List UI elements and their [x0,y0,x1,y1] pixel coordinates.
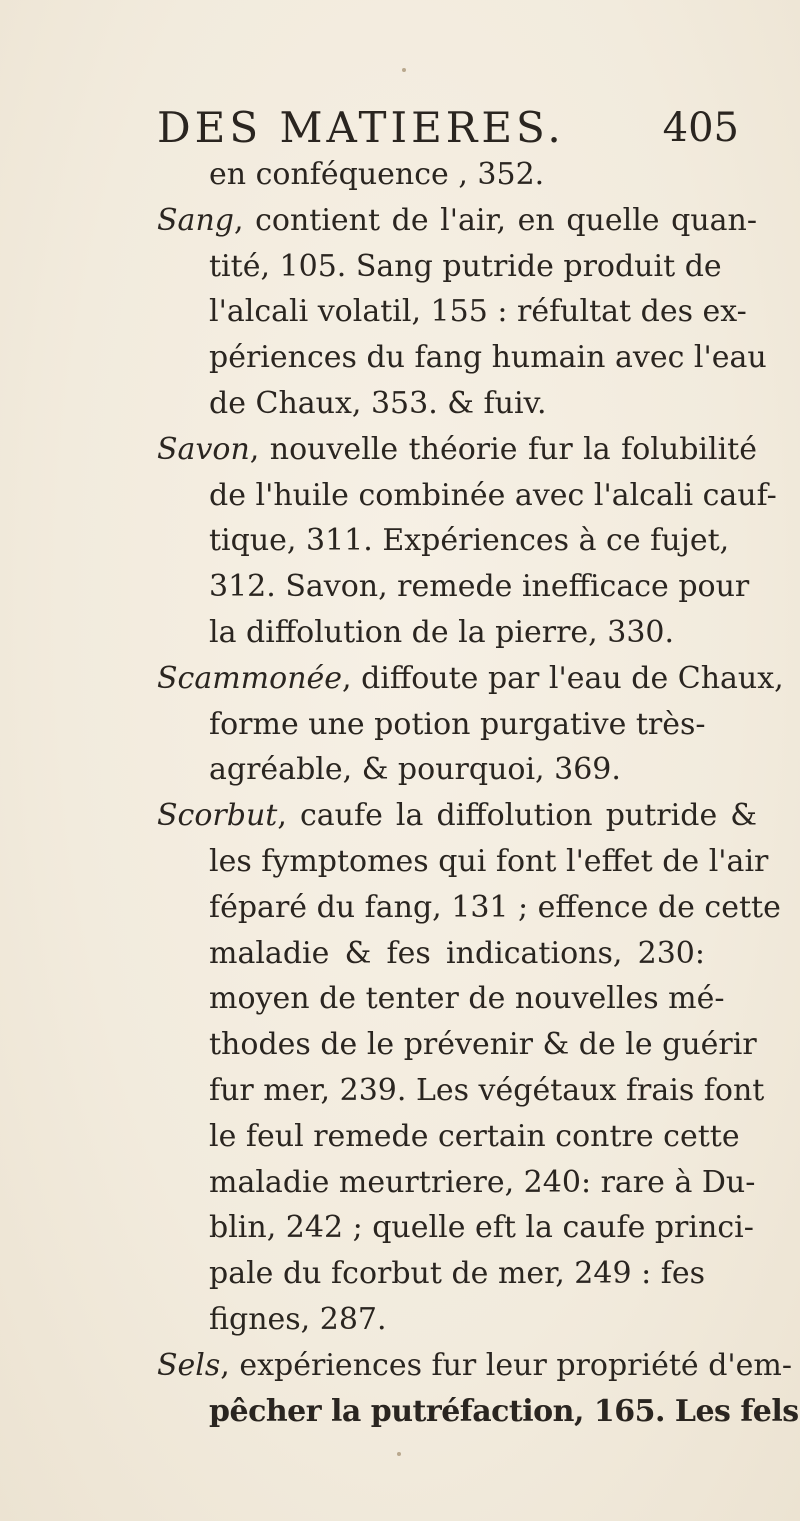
index-text-run: blin, 242 ; quelle eft la caufe princi- [209,1210,754,1246]
index-text [157,152,799,1434]
index-continuation-line [157,381,757,427]
index-continuation-line [157,610,757,656]
index-continuation-line [157,1068,765,1114]
index-text-run: forme une potion purgative très- [209,706,706,742]
index-text-run: moyen de tenter de nouvelles mé- [209,981,725,1017]
index-continuation-line [157,1205,757,1251]
index-text-run: agréable, & pourquoi, 369. [209,752,621,788]
index-continuation-line [157,1389,799,1435]
index-text-run: , expériences fur leur propriété d'em- [220,1347,792,1383]
index-continuation-line [157,1114,757,1160]
index-text-run: tité, 105. Sang putride produit de [209,248,722,284]
index-text-run: thodes de le prévenir & de le guérir [209,1027,757,1063]
index-entry-line [157,656,784,702]
index-continuation-line [157,518,757,564]
index-text-run: , nouvelle théorie fur la folubilité [249,431,757,467]
index-continuation-line [157,473,777,519]
index-continuation-line [157,1251,757,1297]
index-continuation-line [157,564,757,610]
index-continuation-line [157,702,757,748]
index-text-run: périences du fang humain avec l'eau [209,340,767,376]
running-header [157,98,747,158]
index-text-run: de l'huile combinée avec l'alcali cauf- [209,477,777,513]
index-continuation-line [157,885,781,931]
index-continuation-line [157,289,757,335]
index-entry-line [157,427,757,473]
index-text-run: pêcher la putréfaction, 165. Les fels [209,1393,799,1429]
index-continuation-line [157,931,757,977]
index-text-run: maladie meurtriere, 240: rare à Du- [209,1164,756,1200]
index-text-run: 312. Savon, remede inefficace pour [209,569,750,605]
index-headword: Sang [157,202,234,238]
index-text-run: les fymptomes qui font l'effet de l'air [209,843,769,879]
page-number: 405 [662,105,739,151]
index-continuation-line [157,839,769,885]
index-headword: Sels [157,1347,221,1383]
index-text-run: la diffolution de la pierre, 330. [209,614,675,650]
index-entry-line [157,198,757,244]
index-continuation-line [157,1297,757,1343]
index-text-run: en conféquence , 352. [209,157,545,192]
index-continuation-line [157,1160,757,1206]
index-text-run: l'alcali volatil, 155 : réfultat des ex- [209,294,747,330]
paper-speck [397,1452,401,1456]
index-text-run: le feul remede certain contre cette [209,1118,740,1154]
index-entry-line [157,1343,792,1389]
index-text-run: tique, 311. Expériences à ce fujet, [209,523,730,559]
index-headword: Scorbut [157,798,278,834]
index-continuation-line [157,747,757,793]
index-continuation-line [157,335,767,381]
index-text-run: pale du fcorbut de mer, 249 : fes [209,1256,705,1292]
header-title: DES MATIERES. [157,103,565,152]
index-text-run: fur mer, 239. Les végétaux frais font [209,1072,765,1108]
index-text-run: fignes, 287. [209,1301,387,1337]
index-text-run: , caufe la diffolution putride & [277,798,757,834]
index-text-run: maladie & fes indications, 230: [209,935,705,971]
index-headword: Savon [157,431,250,467]
index-headword: Scammonée [157,660,343,696]
index-entry-line [157,793,757,839]
index-text-run: de Chaux, 353. & fuiv. [209,385,547,421]
index-text-run: , diffoute par l'eau de Chaux, [342,660,784,696]
index-continuation-line [157,1022,757,1068]
index-continuation-line [157,152,757,198]
index-continuation-line [157,244,757,290]
paper-speck [402,68,406,72]
index-text-run: , contient de l'air, en quelle quan- [233,202,757,238]
index-continuation-line [157,976,757,1022]
index-text-run: féparé du fang, 131 ; effence de cette [209,889,781,925]
